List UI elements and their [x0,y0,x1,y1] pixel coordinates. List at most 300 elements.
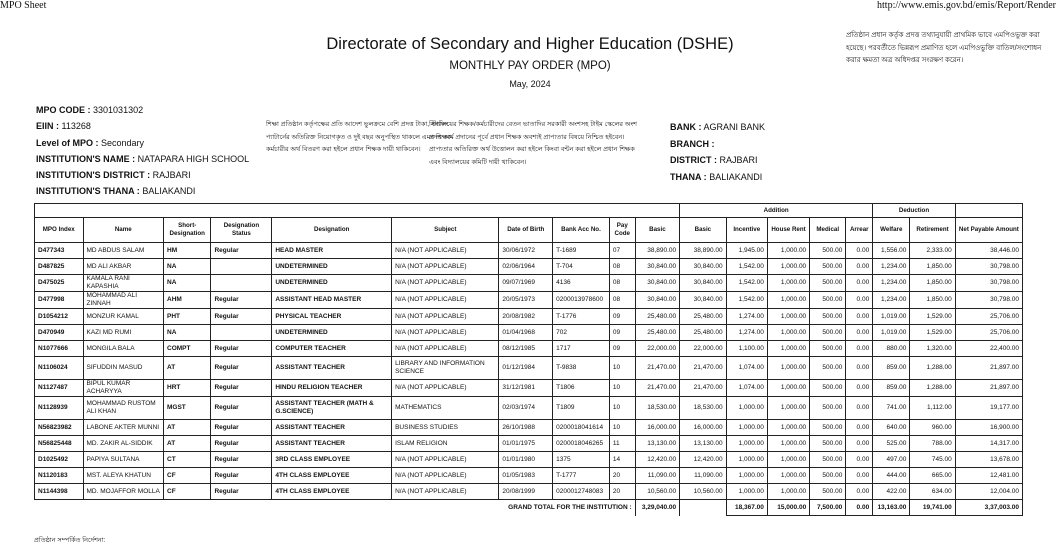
cell-medical: 500.00 [810,484,846,500]
cell-house-rent: 1,000.00 [767,243,809,259]
col-subject: Subject [392,218,499,243]
cell-net-payable: 12,004.00 [955,484,1022,500]
cell-arrear: 0.00 [846,380,873,397]
cell-net-payable: 38,446.00 [955,243,1022,259]
cell-bank-acc-no: 4136 [553,275,610,292]
cell-medical: 500.00 [810,357,846,380]
cell-subject: N/A (NOT APPLICABLE) [392,380,499,397]
mpo-code-label: MPO CODE : [36,105,91,115]
cell-welfare: 859.00 [873,357,910,380]
mpo-table-body [35,243,1023,500]
cell-date-of-birth: 26/10/1988 [499,420,553,436]
cell-name: MD. MOJAFFOR MOLLA [83,484,164,500]
district-label: DISTRICT : [670,155,717,166]
cell-designation-status: Regular [211,420,272,436]
cell-pay-code: 10 [609,357,635,380]
cell-designation: HINDU RELIGION TEACHER [272,380,392,397]
cell-date-of-birth: 02/03/1974 [499,397,553,420]
cell-subject: N/A (NOT APPLICABLE) [392,341,499,357]
cell-designation-status [211,275,272,292]
cell-incentive: 1,000.00 [726,484,767,500]
cell-bank-acc-no: T1806 [553,380,610,397]
cell-arrear: 0.00 [846,259,873,275]
cell-bank-acc-no: 1375 [553,452,610,468]
institution-thana-label: INSTITUTION'S THANA : [36,186,140,197]
cell-designation-status: Regular [211,309,272,325]
cell-mpo-index: N1128939 [35,397,84,420]
col-retirement: Retirement [910,218,955,243]
level: Secondary [101,137,145,148]
cell-arrear: 0.00 [846,275,873,292]
cell-basic: 30,840.00 [635,275,680,292]
cell-bank-acc-no: T-1777 [553,468,610,484]
sheet-title: MPO Sheet [0,0,47,11]
col-incentive: Incentive [726,218,767,243]
institution-name: NATAPARA HIGH SCHOOL [137,153,250,164]
institution-thana-row [36,183,249,199]
cell-retirement: 2,333.00 [910,243,955,259]
cell-date-of-birth: 20/08/1999 [499,484,553,500]
cell-bank-acc-no: 0200013978600 [553,292,610,309]
col-bank-acc: Bank Acc No. [553,218,610,243]
grand-total-row [35,500,1023,516]
cell-date-of-birth: 08/12/1985 [499,341,553,357]
cell-basic: 22,000.00 [635,341,680,357]
cell-incentive: 1,100.00 [726,341,767,357]
cell-addition-basic: 16,000.00 [680,420,726,436]
eiin-label: EIIN : [36,121,60,132]
district-row [670,152,765,169]
cell-welfare: 859.00 [873,380,910,397]
cell-name: MONGILA BALA [83,341,164,357]
cell-designation: COMPUTER TEACHER [272,341,392,357]
cell-date-of-birth: 01/01/1980 [499,452,553,468]
cell-welfare: 880.00 [873,341,910,357]
cell-welfare: 741.00 [873,397,910,420]
cell-basic: 21,470.00 [635,357,680,380]
cell-net-payable: 25,706.00 [955,309,1022,325]
cell-name: MONZUR KAMAL [83,309,164,325]
cell-addition-basic: 21,470.00 [680,357,726,380]
cell-designation-status: Regular [211,436,272,452]
bank-row [670,119,765,136]
cell-mpo-index: D477343 [35,243,84,259]
cell-retirement: 1,850.00 [910,259,955,275]
cell-short-designation: COMPT [164,341,211,357]
cell-name: MD ABDUS SALAM [83,243,164,259]
cell-name: MD ALI AKBAR [83,259,164,275]
total-incentive: 18,367.00 [726,500,767,516]
table-row [35,436,1023,452]
total-basic: 3,29,040.00 [635,500,680,516]
cell-designation: 4TH CLASS EMPLOYEE [272,484,392,500]
page-title: Directorate of Secondary and Higher Education (DSHE) [326,35,734,53]
addition-group-header: Addition [680,204,873,218]
header-spacer [35,204,680,218]
cell-designation: ASSISTANT TEACHER [272,436,392,452]
cell-house-rent: 1,000.00 [767,309,809,325]
cell-basic: 38,890.00 [635,243,680,259]
cell-designation-status: Regular [211,292,272,309]
cell-arrear: 0.00 [846,309,873,325]
cell-medical: 500.00 [810,436,846,452]
cell-net-payable: 30,798.00 [955,292,1022,309]
cell-net-payable: 30,798.00 [955,259,1022,275]
cell-net-payable: 19,177.00 [955,397,1022,420]
cell-net-payable: 30,798.00 [955,275,1022,292]
cell-medical: 500.00 [810,380,846,397]
cell-short-designation: CF [164,484,211,500]
cell-welfare: 1,556.00 [873,243,910,259]
col-short-designation: Short-Designation [164,218,211,243]
cell-net-payable: 21,897.00 [955,357,1022,380]
cell-pay-code: 14 [609,452,635,468]
col-net-payable: Net Payable Amount [955,218,1022,243]
total-welfare: 13,163.00 [873,500,910,516]
cell-date-of-birth: 20/05/1973 [499,292,553,309]
cell-addition-basic: 30,840.00 [680,259,726,275]
cell-medical: 500.00 [810,420,846,436]
col-designation-status: Designation Status [211,218,272,243]
cell-retirement: 1,112.00 [910,397,955,420]
cell-bank-acc-no: 0200018046265 [553,436,610,452]
cell-welfare: 1,234.00 [873,275,910,292]
cell-addition-basic: 30,840.00 [680,275,726,292]
cell-medical: 500.00 [810,452,846,468]
cell-short-designation: CF [164,468,211,484]
cell-mpo-index: N56825448 [35,436,84,452]
col-name: Name [83,218,164,243]
authority-notice: শিক্ষা প্রতিষ্ঠান কর্তৃপক্ষের প্রতি আদেশ ভুলক্রমে বেশি প্রদত্ত টাকা, স্টাফিং প্যাটার্নের অতিরিক্ত নিয়োগকৃত ও দুই বছর অনুপস্থিত থাকলে এমন শিক্ষক-কর্মচারীর অর্থ বিতরণ করা হইলে প্রধান শিক্ষক দায়ী থাকিবেন। [266,121,454,153]
cell-date-of-birth: 30/06/1972 [499,243,553,259]
salary-notice: বিদ্যালয়ের শিক্ষক/কর্মচারীদের বেতন ভাতাদির সরকারী অংশসহ টাইম স্কেলের অংশ প্রদত্ত অর্থ প্রদানের পূর্বে প্রধান শিক্ষক অবশ্যই প্রাপ্যতার বিষয়ে নিশ্চিত হইবেন। প্রাপ্যতার অতিরিক্ত অর্থ উত্তোলন করা হইলে কিংবা বন্টন করা হইলে প্রধান শিক্ষক এবং বিদ্যালয়ের কমিটি দায়ী থাকিবেন। [429,121,637,166]
cell-welfare: 1,019.00 [873,325,910,341]
cell-mpo-index: N1144398 [35,484,84,500]
cell-arrear: 0.00 [846,341,873,357]
total-addition-basic-blank [680,500,726,516]
cell-date-of-birth: 01/04/1968 [499,325,553,341]
cell-incentive: 1,945.00 [726,243,767,259]
institution-district-row [36,167,249,183]
cell-welfare: 1,234.00 [873,259,910,275]
cell-designation: UNDETERMINED [272,259,392,275]
col-addition-basic: Basic [680,218,726,243]
cell-pay-code: 10 [609,420,635,436]
mpo-code-row [36,102,249,118]
cell-incentive: 1,000.00 [726,436,767,452]
cell-addition-basic: 38,890.00 [680,243,726,259]
cell-date-of-birth: 20/08/1982 [499,309,553,325]
cell-addition-basic: 10,560.00 [680,484,726,500]
cell-addition-basic: 13,130.00 [680,436,726,452]
cell-incentive: 1,074.00 [726,380,767,397]
col-welfare: Welfare [873,218,910,243]
col-medical: Medical [810,218,846,243]
cell-designation-status: Regular [211,380,272,397]
cell-bank-acc-no: T-1776 [553,309,610,325]
cell-house-rent: 1,000.00 [767,484,809,500]
level-row [36,135,249,151]
cell-pay-code: 09 [609,325,635,341]
cell-designation-status [211,259,272,275]
cell-subject: MATHEMATICS [392,397,499,420]
total-medical: 7,500.00 [810,500,846,516]
cell-designation-status: Regular [211,484,272,500]
institution-name-label: INSTITUTION'S NAME : [36,153,136,164]
cell-house-rent: 1,000.00 [767,357,809,380]
table-row [35,452,1023,468]
cell-short-designation: HM [164,243,211,259]
cell-date-of-birth: 01/12/1984 [499,357,553,380]
cell-designation: HEAD MASTER [272,243,392,259]
cell-house-rent: 1,000.00 [767,325,809,341]
eiin: 113268 [61,121,91,132]
cell-retirement: 634.00 [910,484,955,500]
table-row [35,380,1023,397]
cell-short-designation: NA [164,259,211,275]
cell-net-payable: 14,317.00 [955,436,1022,452]
cell-mpo-index: D470949 [35,325,84,341]
cell-arrear: 0.00 [846,357,873,380]
cell-designation-status: Regular [211,397,272,420]
net-group-spacer [955,204,1022,218]
branch-label: BRANCH : [670,138,715,149]
cell-name: KAZI MD RUMI [83,325,164,341]
cell-pay-code: 08 [609,259,635,275]
cell-house-rent: 1,000.00 [767,468,809,484]
cell-house-rent: 1,000.00 [767,436,809,452]
cell-incentive: 1,000.00 [726,468,767,484]
cell-mpo-index: N1106024 [35,357,84,380]
cell-retirement: 1,288.00 [910,357,955,380]
cell-designation: ASSISTANT TEACHER [272,357,392,380]
cell-designation-status: Regular [211,468,272,484]
cell-net-payable: 12,481.00 [955,468,1022,484]
table-row [35,309,1023,325]
col-basic: Basic [635,218,680,243]
cell-welfare: 444.00 [873,468,910,484]
institution-district: RAJBARI [152,170,191,181]
cell-net-payable: 25,706.00 [955,325,1022,341]
cell-incentive: 1,000.00 [726,397,767,420]
cell-bank-acc-no: 0200012748083 [553,484,610,500]
cell-subject: N/A (NOT APPLICABLE) [392,325,499,341]
cell-welfare: 525.00 [873,436,910,452]
cell-basic: 30,840.00 [635,292,680,309]
cell-welfare: 497.00 [873,452,910,468]
cell-welfare: 640.00 [873,420,910,436]
cell-medical: 500.00 [810,243,846,259]
cell-addition-basic: 12,420.00 [680,452,726,468]
cell-subject: N/A (NOT APPLICABLE) [392,452,499,468]
cell-short-designation: CT [164,452,211,468]
cell-name: SIFUDDIN MASUD [83,357,164,380]
cell-house-rent: 1,000.00 [767,397,809,420]
cell-medical: 500.00 [810,275,846,292]
cell-short-designation: NA [164,325,211,341]
bank-label: BANK : [670,122,702,132]
cell-house-rent: 1,000.00 [767,292,809,309]
branch-row [670,136,765,153]
thana-row [670,169,765,186]
cell-addition-basic: 22,000.00 [680,341,726,357]
table-row [35,243,1023,259]
cell-bank-acc-no: T-9838 [553,357,610,380]
cell-designation-status [211,325,272,341]
cell-short-designation: PHT [164,309,211,325]
cell-date-of-birth: 31/12/1981 [499,380,553,397]
cell-arrear: 0.00 [846,243,873,259]
table-row [35,420,1023,436]
cell-welfare: 1,019.00 [873,309,910,325]
cell-incentive: 1,542.00 [726,292,767,309]
cell-arrear: 0.00 [846,292,873,309]
cell-pay-code: 11 [609,436,635,452]
cell-retirement: 665.00 [910,468,955,484]
cell-pay-code: 08 [609,292,635,309]
cell-medical: 500.00 [810,397,846,420]
cell-house-rent: 1,000.00 [767,380,809,397]
total-net-payable: 3,37,003.00 [955,500,1022,516]
cell-designation: PHYSICAL TEACHER [272,309,392,325]
cell-short-designation: HRT [164,380,211,397]
table-row [35,259,1023,275]
bank-district: RAJBARI [719,155,758,166]
cell-basic: 30,840.00 [635,259,680,275]
col-mpo-index: MPO Index [35,218,84,243]
cell-retirement: 1,529.00 [910,309,955,325]
cell-addition-basic: 25,480.00 [680,309,726,325]
cell-pay-code: 08 [609,275,635,292]
cell-short-designation: AHM [164,292,211,309]
cell-arrear: 0.00 [846,436,873,452]
cell-retirement: 745.00 [910,452,955,468]
cell-name: MST. ALEYA KHATUN [83,468,164,484]
cell-pay-code: 20 [609,484,635,500]
cell-name: KAMALA RANI KAPASHIA [83,275,164,292]
cell-net-payable: 21,897.00 [955,380,1022,397]
cell-mpo-index: D477998 [35,292,84,309]
cell-medical: 500.00 [810,325,846,341]
cell-medical: 500.00 [810,259,846,275]
total-retirement: 19,741.00 [910,500,955,516]
table-row [35,275,1023,292]
cell-subject: LIBRARY AND INFORMATION SCIENCE [392,357,499,380]
cell-basic: 11,090.00 [635,468,680,484]
cell-mpo-index: D1025492 [35,452,84,468]
col-arrear: Arrear [846,218,873,243]
cell-short-designation: AT [164,357,211,380]
cell-name: MOHAMMAD RUSTOM ALI KHAN [83,397,164,420]
cell-bank-acc-no: 702 [553,325,610,341]
table-row [35,325,1023,341]
cell-incentive: 1,000.00 [726,420,767,436]
cell-designation: ASSISTANT HEAD MASTER [272,292,392,309]
cell-house-rent: 1,000.00 [767,259,809,275]
cell-house-rent: 1,000.00 [767,452,809,468]
col-pay-code: Pay Code [609,218,635,243]
table-row [35,357,1023,380]
cell-subject: N/A (NOT APPLICABLE) [392,484,499,500]
cell-medical: 500.00 [810,341,846,357]
cell-pay-code: 10 [609,397,635,420]
cell-mpo-index: D475025 [35,275,84,292]
cell-designation: UNDETERMINED [272,275,392,292]
level-label: Level of MPO : [36,137,99,148]
cell-retirement: 788.00 [910,436,955,452]
institution-name-row [36,151,249,167]
page-subtitle: MONTHLY PAY ORDER (MPO) [449,60,611,72]
cell-subject: N/A (NOT APPLICABLE) [392,259,499,275]
col-house-rent: House Rent [767,218,809,243]
bank-info [670,119,765,185]
cell-designation-status: Regular [211,243,272,259]
cell-bank-acc-no: 0200018041614 [553,420,610,436]
col-date-of-birth: Date of Birth [499,218,553,243]
cell-bank-acc-no: T-1689 [553,243,610,259]
cell-designation-status: Regular [211,357,272,380]
cell-net-payable: 22,400.00 [955,341,1022,357]
cell-designation-status: Regular [211,452,272,468]
cell-retirement: 1,529.00 [910,325,955,341]
cell-addition-basic: 18,530.00 [680,397,726,420]
cell-date-of-birth: 02/06/1964 [499,259,553,275]
cell-pay-code: 10 [609,380,635,397]
cell-net-payable: 16,900.00 [955,420,1022,436]
cell-arrear: 0.00 [846,397,873,420]
cell-house-rent: 1,000.00 [767,275,809,292]
cell-pay-code: 20 [609,468,635,484]
cell-basic: 18,530.00 [635,397,680,420]
cell-addition-basic: 21,470.00 [680,380,726,397]
cell-addition-basic: 11,090.00 [680,468,726,484]
cell-arrear: 0.00 [846,452,873,468]
cell-designation: 3RD CLASS EMPLOYEE [272,452,392,468]
cell-incentive: 1,542.00 [726,275,767,292]
cell-name: PAPIYA SULTANA [83,452,164,468]
cell-name: MOHAMMAD ALI ZINNAH [83,292,164,309]
total-arrear: 0.00 [846,500,873,516]
cell-incentive: 1,274.00 [726,325,767,341]
cell-name: LABONE AKTER MUNNI [83,420,164,436]
deduction-group-header: Deduction [873,204,956,218]
page-url[interactable]: http://www.emis.gov.bd/emis/Report/Render [877,0,1056,11]
cell-mpo-index: N1077666 [35,341,84,357]
cell-bank-acc-no: 1717 [553,341,610,357]
cell-pay-code: 09 [609,341,635,357]
cell-mpo-index: D1054212 [35,309,84,325]
cell-arrear: 0.00 [846,484,873,500]
col-designation: Designation [272,218,392,243]
table-row [35,468,1023,484]
cell-short-designation: AT [164,436,211,452]
cell-short-designation: MGST [164,397,211,420]
cell-mpo-index: D487825 [35,259,84,275]
cell-designation: ASSISTANT TEACHER [272,420,392,436]
cell-net-payable: 13,678.00 [955,452,1022,468]
cell-basic: 13,130.00 [635,436,680,452]
cell-basic: 10,560.00 [635,484,680,500]
cell-addition-basic: 30,840.00 [680,292,726,309]
pay-period: May, 2024 [509,79,551,89]
approval-note: প্রতিষ্ঠান প্রধান কর্তৃক প্রদত্ত তথ্যানুযায়ী প্রাথমিক ভাবে এমপিওভুক্ত করা হয়েছে। পরবর্তীতে ভিন্নরূপ প্রমাণিত হলে এমপিওভুক্তি বাতিল/সংশোধন করার ক্ষমতা অত্র অধিদপ্তর সংরক্ষণ করেন। [846,32,1042,64]
cell-retirement: 1,850.00 [910,275,955,292]
mpo-code: 3301031302 [93,105,144,115]
cell-retirement: 960.00 [910,420,955,436]
bank-thana: BALIAKANDI [709,171,763,182]
cell-welfare: 1,234.00 [873,292,910,309]
cell-name: MD. ZAKIR AL-SIDDIK [83,436,164,452]
